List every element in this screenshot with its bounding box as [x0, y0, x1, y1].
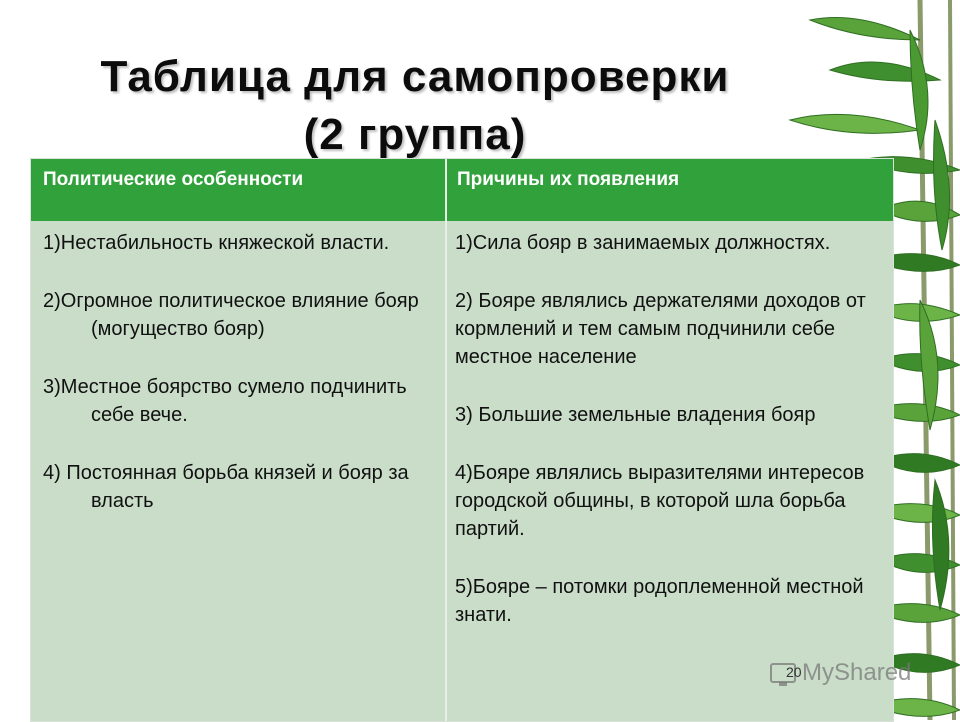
watermark-text: MyShared: [802, 659, 912, 686]
list-item: 4) Постоянная борьба князей и бояр за власть: [43, 462, 409, 512]
page-title: [0, 48, 830, 164]
column-causes: [455, 229, 885, 629]
list-item: 4)Бояре являлись выразителями интересов городской общины, в которой шла борьба партий.: [455, 462, 865, 540]
list-item: 2) Бояре являлись держателями доходов от кормлений и тем самым подчинили себе местное население: [455, 290, 866, 368]
column-political-features: [43, 229, 435, 515]
list-item: 1)Нестабильность княжеской власти.: [43, 232, 390, 254]
list-item: 2)Огромное политическое влияние бояр (могущество бояр): [43, 290, 419, 340]
table-body: [31, 221, 893, 721]
title-line-1: Таблица для самопроверки: [100, 52, 730, 101]
table-header-row: [31, 159, 893, 221]
list-item: 5)Бояре – потомки родоплеменной местной знати.: [455, 576, 864, 626]
header-causes: Причины их появления: [457, 169, 680, 190]
list-item: 3)Местное боярство сумело подчинить себе вече.: [43, 376, 407, 426]
list-item: 3) Большие земельные владения бояр: [455, 404, 816, 426]
header-political-features: Политические особенности: [43, 169, 304, 190]
title-line-2: (2 группа): [303, 110, 527, 159]
list-item: 1)Сила бояр в занимаемых должностях.: [455, 232, 831, 254]
page-number: 20: [786, 664, 802, 680]
comparison-table: [30, 158, 894, 722]
column-divider: [445, 159, 447, 721]
